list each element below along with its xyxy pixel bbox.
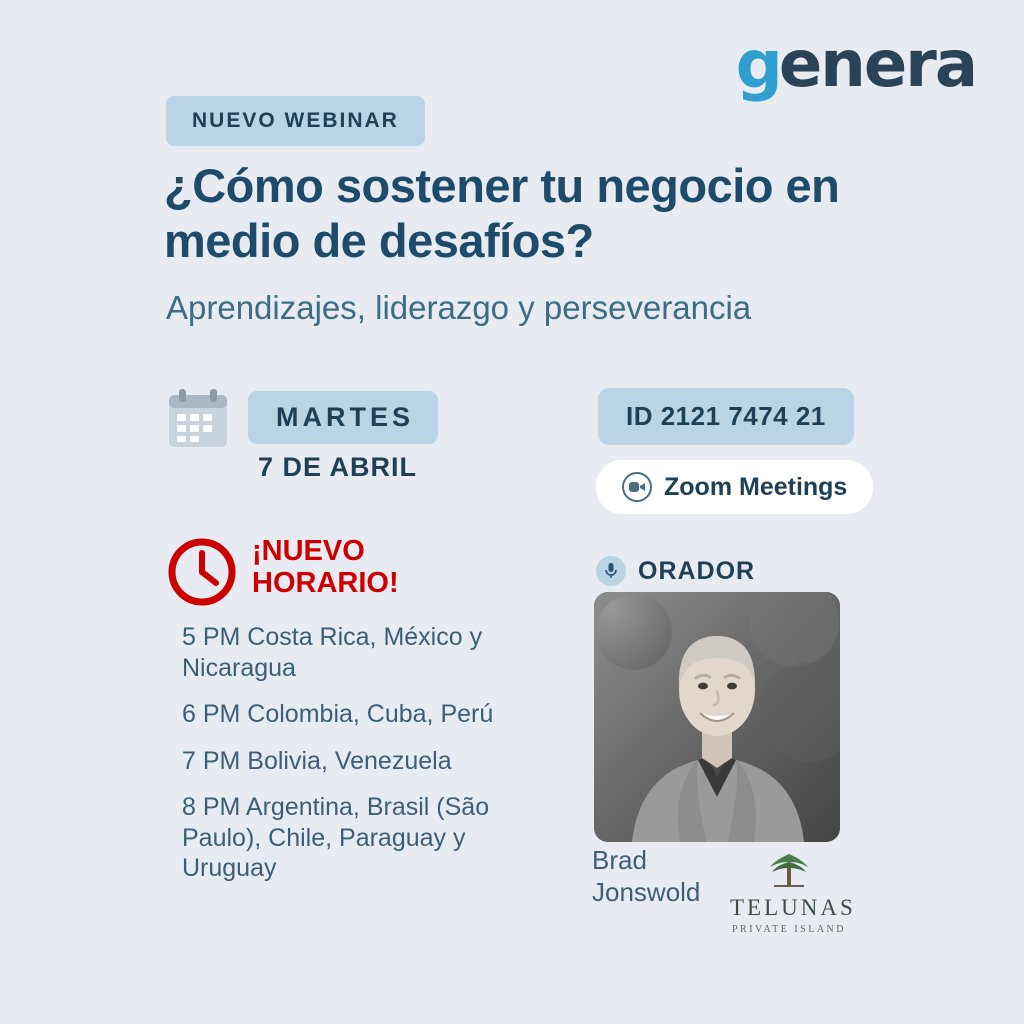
status-badge: NUEVO WEBINAR: [166, 96, 425, 146]
zoom-platform-label: Zoom Meetings: [664, 472, 848, 501]
calendar-icon: [166, 386, 230, 450]
logo-g-mark: g: [735, 26, 781, 103]
video-camera-icon: [622, 472, 652, 502]
microphone-icon: [596, 556, 626, 586]
telunas-name: TELUNAS: [730, 895, 856, 920]
clock-icon: [166, 536, 238, 608]
telunas-logo: [730, 852, 856, 935]
zoom-platform-badge: [596, 460, 873, 514]
list-item: 8 PM Argentina, Brasil (São Paulo), Chile, Paraguay y Uruguay: [182, 793, 490, 882]
list-item: 5 PM Costa Rica, México y Nicaragua: [182, 623, 483, 682]
day-badge: MARTES: [248, 391, 438, 444]
avatar: [594, 592, 840, 842]
timezone-list: [182, 622, 542, 900]
page-subtitle: Aprendizajes, liderazgo y perseverancia: [166, 289, 752, 326]
tree-logo-icon: [766, 875, 812, 892]
date-label: 7 DE ABRIL: [258, 452, 418, 482]
logo-wordmark: enera: [778, 28, 976, 102]
meeting-id-badge: ID 2121 7474 21: [598, 388, 854, 445]
new-schedule-label: ¡NUEVO HORARIO!: [252, 535, 399, 599]
page-title: ¿Cómo sostener tu negocio en medio de desafíos?: [164, 159, 840, 268]
list-item: 7 PM Bolivia, Venezuela: [182, 746, 452, 775]
genera-logo: [735, 26, 976, 103]
speaker-name: Brad Jonswold: [592, 845, 701, 907]
telunas-tagline: PRIVATE ISLAND: [732, 924, 846, 935]
list-item: 6 PM Colombia, Cuba, Perú: [182, 700, 494, 728]
speaker-section-label: ORADOR: [638, 556, 756, 585]
speaker-section-header: [596, 556, 755, 586]
